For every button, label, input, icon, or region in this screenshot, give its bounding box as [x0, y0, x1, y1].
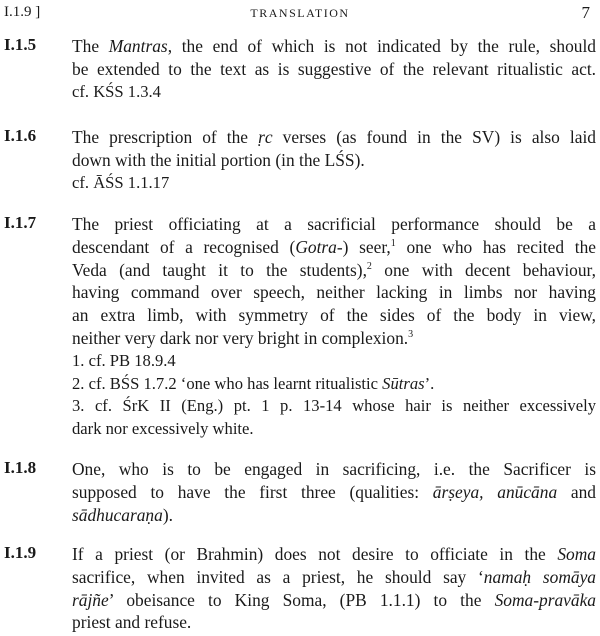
footnote-line: 3. cf. ŚrK II (Eng.) pt. 1 p. 13-14 whose hair is neither excessively [72, 396, 596, 416]
sutra-translation [72, 543, 596, 634]
sutra-translation [72, 213, 596, 441]
text-line: The Mantras, the end of which is not indicated by the rule, should [72, 36, 596, 56]
text-line: One, who is to be engaged in sacrificing, i.e. the Sacrificer is [72, 459, 596, 479]
sutra-number: I.1.8 [4, 458, 37, 477]
footnote-line: dark nor excessively white. [72, 419, 254, 439]
running-header-title: TRANSLATION [250, 6, 350, 20]
running-header-reference: I.1.9 ] [4, 4, 41, 20]
sutra-number: I.1.7 [4, 213, 37, 232]
text-line: descendant of a recognised (Gotra-) seer,$^1$ one who has recited the [72, 236, 596, 257]
text-line: neither very dark nor very bright in complexion.$^3$ [72, 327, 414, 348]
text-line: sādhucaraṇa). [72, 504, 173, 525]
sutra-number: I.1.5 [4, 35, 37, 54]
text-line: Veda (and taught it to the students),$^2$ one with decent behaviour, [72, 259, 596, 280]
text-line: The prescription of the ṛc verses (as found in the SV) is also laid [72, 127, 596, 147]
sutra-translation [72, 458, 596, 526]
text-line: supposed to have the first three (qualities: ārṣeya, anūcāna and [72, 481, 596, 502]
footnote-line: 2. cf. BŚS 1.7.2 ‘one who has learnt ritualistic Sūtras’. [72, 373, 435, 393]
sutra-number: I.1.6 [4, 126, 37, 145]
sutra-translation [72, 126, 596, 194]
text-line: be extended to the text as is suggestive of the relevant ritualistic act. [72, 58, 596, 79]
sutra-translation [72, 35, 596, 103]
text-line: having command over speech, neither lacking in limbs nor having [72, 282, 596, 303]
text-line: down with the initial portion (in the LŚS). [72, 149, 365, 170]
text-line: rājñe’ obeisance to King Soma, (PB 1.1.1) to the Soma-pravāka [72, 589, 596, 610]
text-line: an extra limb, with symmetry of the sides of the body in view, [72, 305, 596, 326]
text-line: The priest officiating at a sacrificial performance should be a [72, 214, 596, 234]
sutra-number: I.1.9 [4, 543, 37, 562]
text-line: sacrifice, when invited as a priest, he should say ‘namaḥ somāya [72, 566, 596, 587]
footnote-line: 1. cf. PB 18.9.4 [72, 350, 176, 370]
text-line: priest and refuse. [72, 612, 192, 633]
reference-line: cf. KŚS 1.3.4 [72, 81, 161, 101]
page-number: 7 [581, 3, 590, 22]
text-line: If a priest (or Brahmin) does not desire to officiate in the Soma [72, 544, 596, 564]
reference-line: cf. ĀŚS 1.1.17 [72, 172, 170, 192]
